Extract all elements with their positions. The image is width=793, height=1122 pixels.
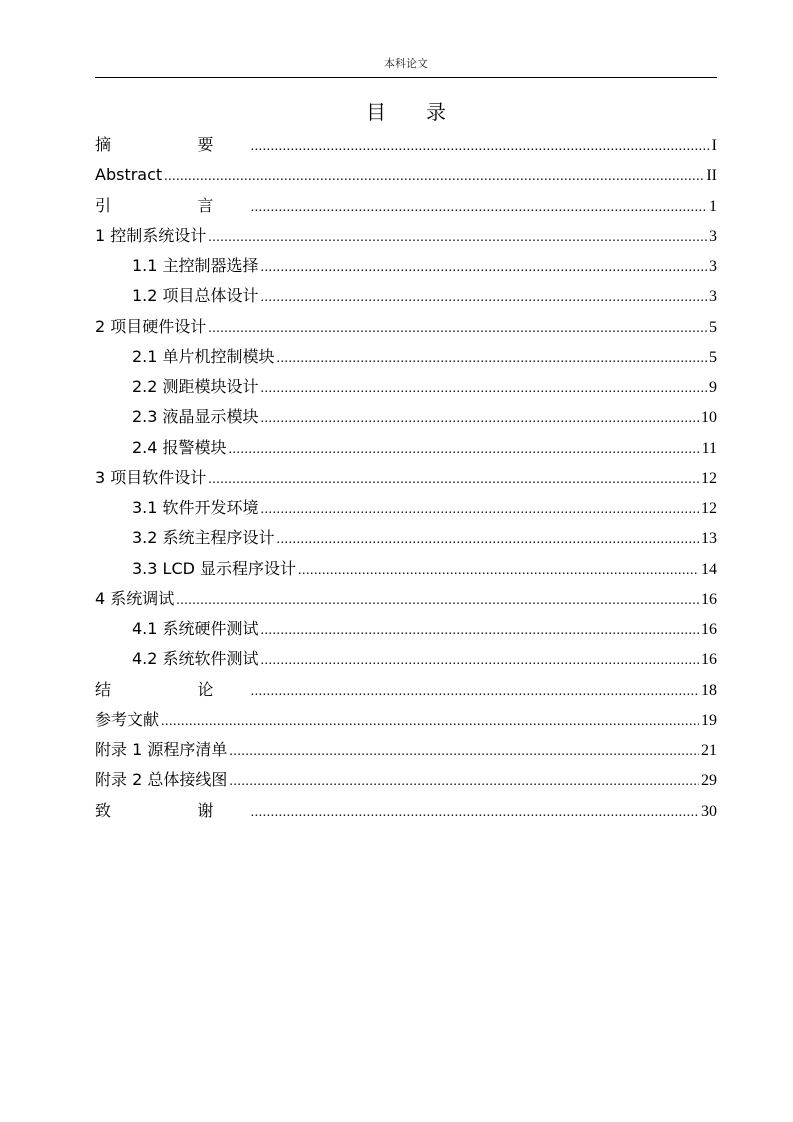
toc-entry-page-number: 16 (701, 621, 717, 638)
toc-title: 目录 (366, 100, 486, 124)
dot-leader (277, 344, 707, 374)
dot-leader (208, 314, 707, 344)
toc-entry-page-number: 29 (701, 772, 717, 790)
toc-entry-label: 2.2 测距模块设计 (132, 377, 259, 396)
toc-entry-label: 附录 2 总体接线图 (95, 770, 228, 790)
dot-leader (229, 767, 699, 797)
toc-entry-page-number: 21 (701, 742, 717, 759)
dot-leader (176, 586, 699, 616)
toc-entry-page-number: 14 (701, 560, 717, 578)
toc-entry-label: 2.4 报警模块 (132, 437, 227, 457)
toc-entry-label: 2 项目硬件设计 (95, 316, 207, 336)
toc-entry[interactable] (95, 644, 717, 674)
toc-entry[interactable] (95, 493, 717, 523)
dot-leader (251, 677, 699, 707)
dot-leader (261, 253, 707, 283)
dot-leader (164, 162, 704, 192)
dot-leader (229, 737, 699, 767)
toc-entry[interactable] (95, 584, 717, 614)
toc-entry-page-number: 1 (709, 197, 717, 215)
toc-entry[interactable] (95, 614, 717, 644)
toc-entry-page-number: 10 (701, 409, 717, 427)
dot-leader (261, 495, 699, 525)
toc-entry[interactable] (95, 433, 717, 463)
toc-entry-page-number: 13 (701, 530, 717, 548)
toc-entry[interactable] (95, 554, 717, 584)
toc-entry-label: 致 谢 (95, 800, 249, 820)
toc-entry-label: 4 系统调试 (95, 588, 175, 608)
toc-entry-page-number: 5 (709, 318, 717, 336)
dot-leader (261, 283, 707, 313)
dot-leader (251, 132, 710, 162)
toc-entry-page-number: 3 (709, 258, 717, 275)
toc-entry-label: Abstract (95, 165, 163, 185)
toc-entry[interactable] (95, 312, 717, 342)
dot-leader (229, 435, 700, 465)
toc-entry-page-number: 3 (709, 288, 717, 306)
toc-entry-label: 1 控制系统设计 (95, 225, 207, 245)
toc-entry[interactable] (95, 130, 717, 160)
header-rule (95, 77, 717, 78)
toc-entry[interactable] (95, 523, 717, 553)
toc-entry[interactable] (95, 251, 717, 281)
toc-entry[interactable] (95, 281, 717, 311)
dot-leader (208, 465, 699, 495)
toc-entry-label: 摘 要 (95, 135, 249, 154)
toc-entry-page-number: 16 (701, 590, 717, 608)
toc-entry[interactable] (95, 735, 717, 765)
toc-entry[interactable] (95, 796, 717, 826)
toc-entry-page-number: I (711, 137, 717, 154)
toc-entry-page-number: 5 (709, 348, 717, 366)
toc-entry-label: 3.3 LCD 显示程序设计 (132, 558, 297, 578)
toc-entry[interactable] (95, 402, 717, 432)
toc-entry-label: 4.1 系统硬件测试 (132, 619, 259, 638)
toc-entry[interactable] (95, 342, 717, 372)
toc-entry-page-number: 19 (701, 711, 717, 729)
toc-entry-label: 3 项目软件设计 (95, 467, 207, 487)
dot-leader (261, 404, 699, 434)
toc-entry[interactable] (95, 372, 717, 402)
dot-leader (251, 193, 707, 223)
toc-entry-page-number: II (706, 167, 717, 185)
toc-entry-page-number: 30 (701, 802, 717, 820)
toc-entry-label: 3.1 软件开发环境 (132, 498, 259, 517)
toc-entry-label: 3.2 系统主程序设计 (132, 528, 275, 548)
dot-leader (261, 646, 699, 676)
dot-leader (298, 556, 699, 586)
toc-entry[interactable] (95, 160, 717, 190)
toc-entry-label: 1.1 主控制器选择 (132, 256, 259, 275)
toc-entry[interactable] (95, 463, 717, 493)
toc-entry-page-number: 18 (701, 681, 717, 699)
dot-leader (208, 223, 707, 253)
toc-entry-page-number: 3 (709, 227, 717, 245)
toc-entry[interactable] (95, 765, 717, 795)
toc-entry-label: 4.2 系统软件测试 (132, 649, 259, 669)
toc-entry[interactable] (95, 221, 717, 251)
dot-leader (251, 798, 699, 828)
toc-entry-page-number: 16 (701, 651, 717, 669)
toc-entry-page-number: 12 (701, 469, 717, 487)
toc-entry-label: 1.2 项目总体设计 (132, 286, 259, 306)
dot-leader (261, 616, 699, 646)
toc-entry-label: 结 论 (95, 679, 249, 699)
toc-entry[interactable] (95, 675, 717, 705)
toc-entry-label: 附录 1 源程序清单 (95, 740, 228, 759)
toc-entry-page-number: 12 (701, 500, 717, 517)
toc-entry[interactable] (95, 705, 717, 735)
toc-entry-label: 参考文献 (95, 709, 160, 729)
toc-entry[interactable] (95, 191, 717, 221)
toc-entry-page-number: 9 (709, 379, 717, 396)
dot-leader (261, 374, 707, 404)
table-of-contents (95, 130, 717, 826)
toc-entry-label: 2.3 液晶显示模块 (132, 407, 259, 427)
toc-entry-page-number: 11 (701, 439, 717, 457)
dot-leader (277, 525, 699, 555)
dot-leader (161, 707, 699, 737)
toc-entry-label: 引 言 (95, 195, 249, 215)
page-header: 本科论文 (384, 57, 428, 70)
toc-entry-label: 2.1 单片机控制模块 (132, 346, 275, 366)
